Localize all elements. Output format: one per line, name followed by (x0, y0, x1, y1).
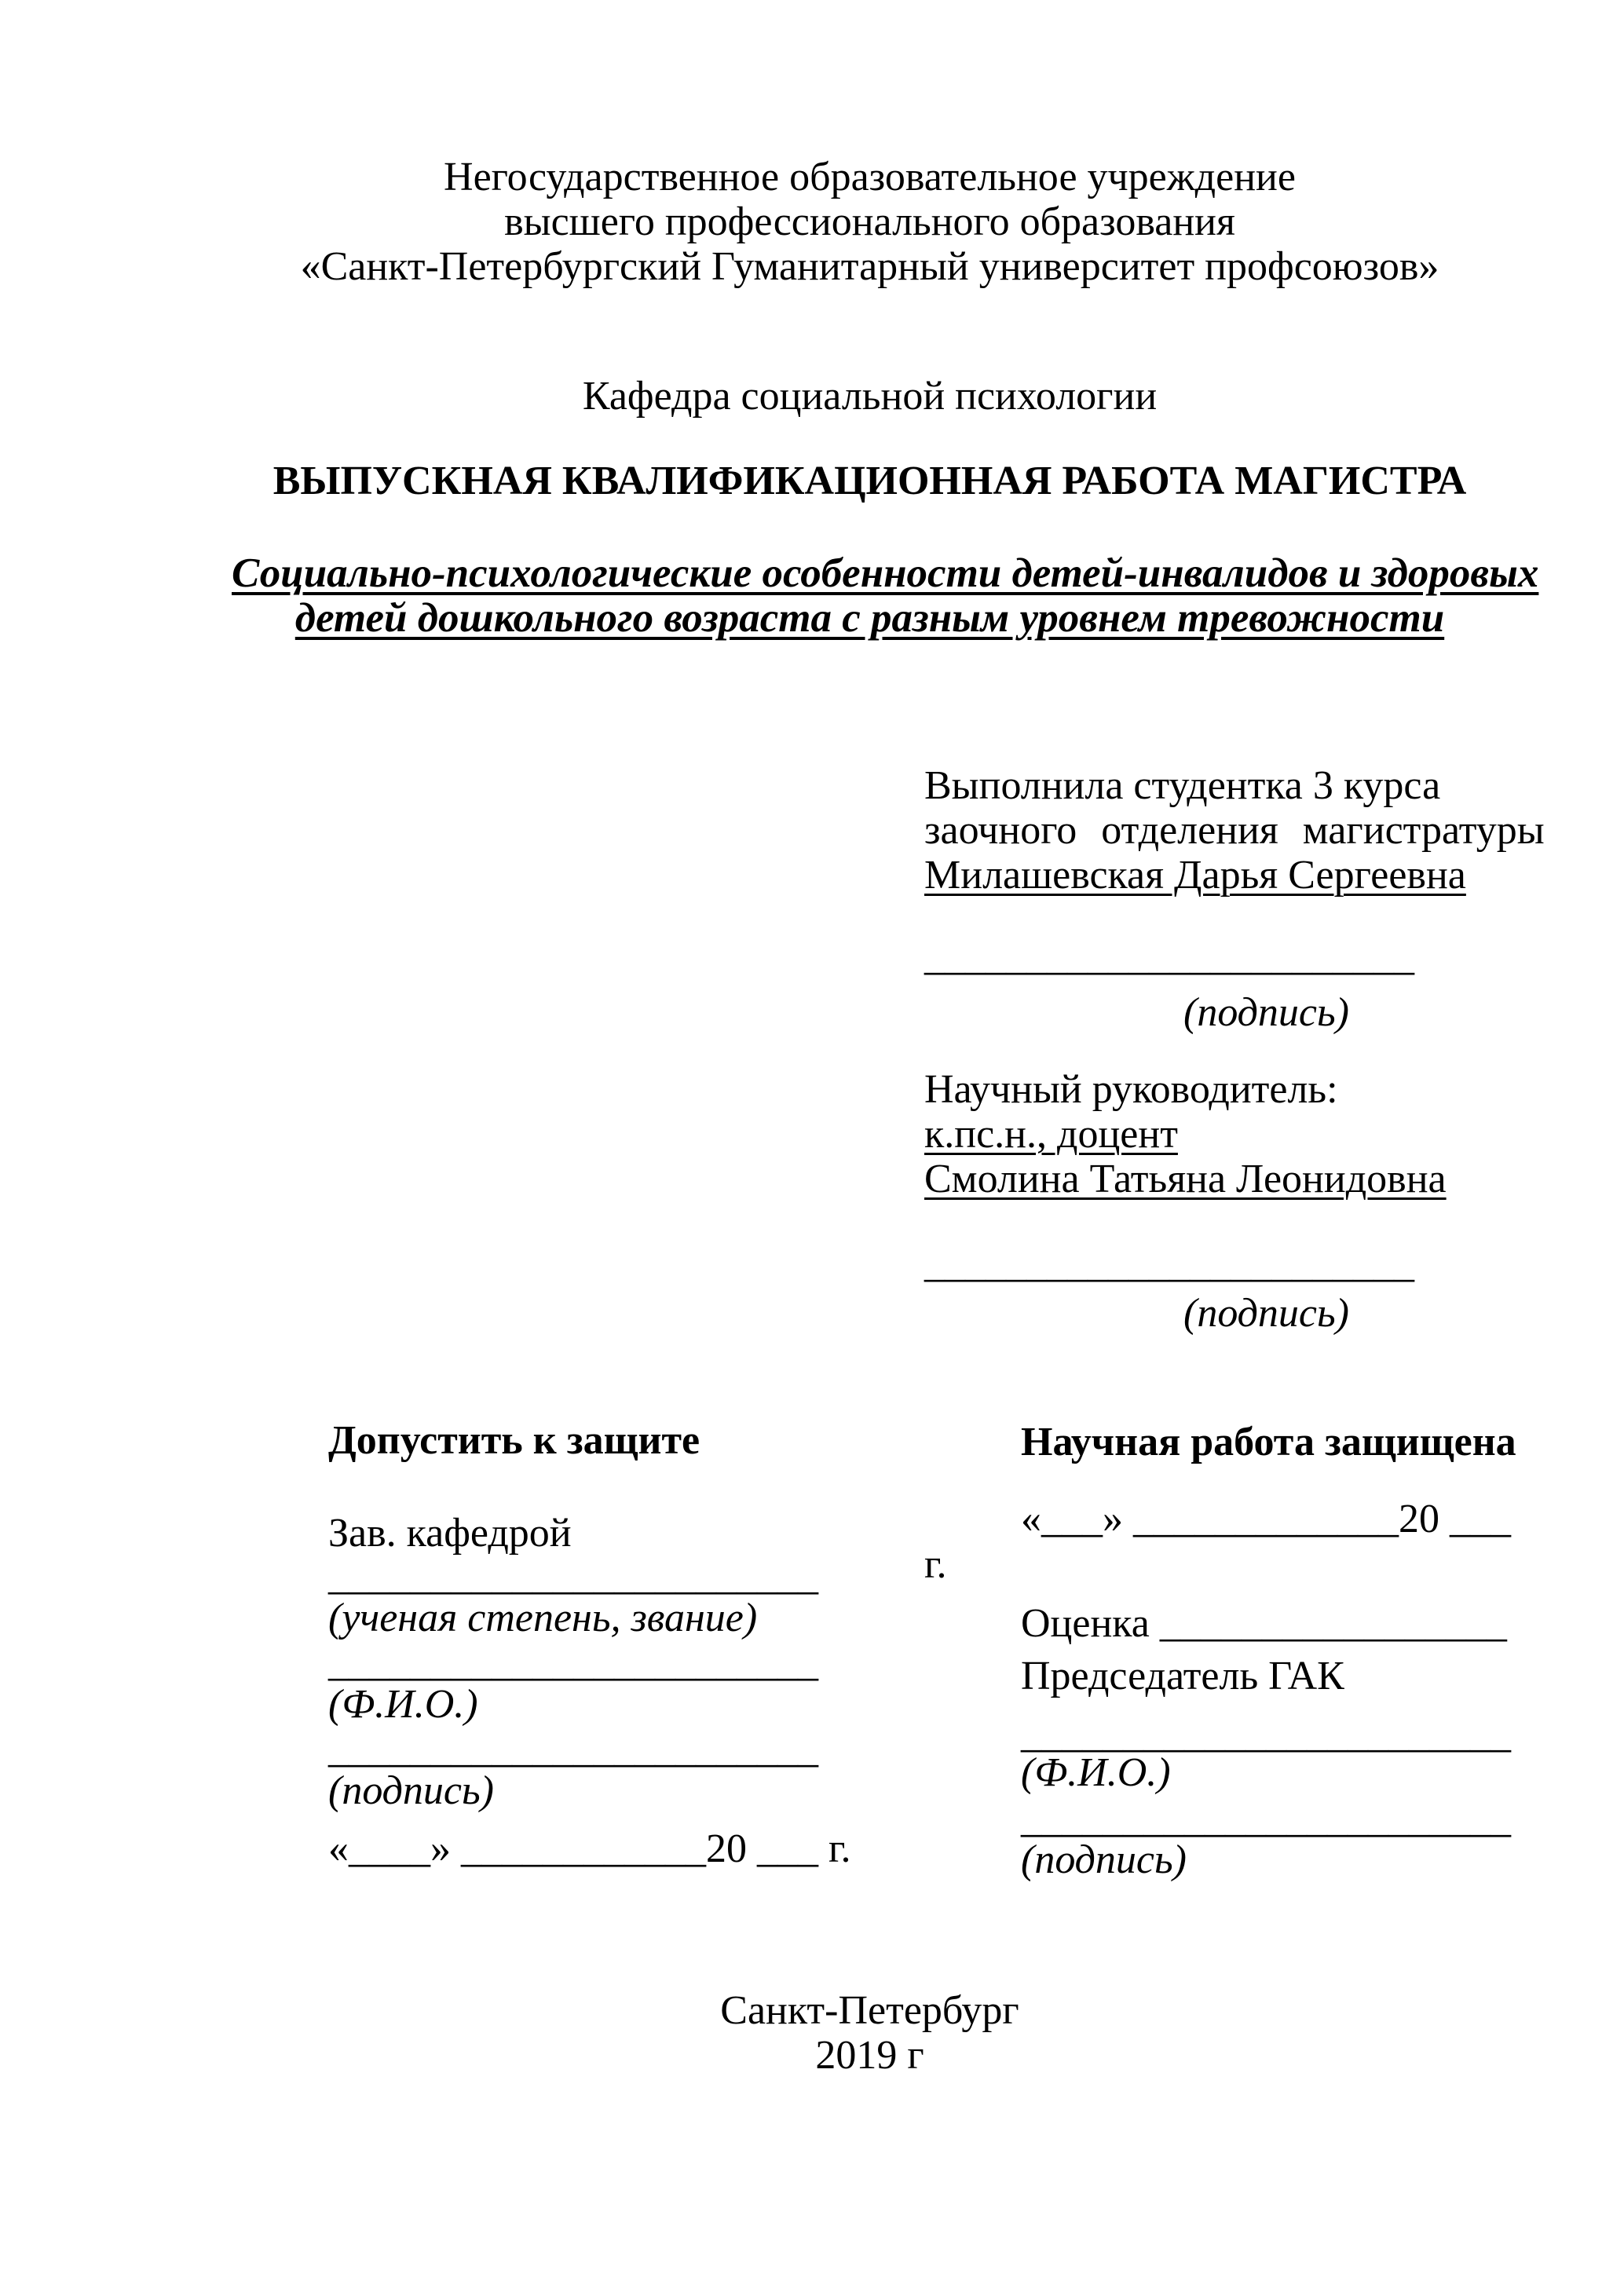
university-name-line-2: высшего профессионального образования (504, 199, 1235, 244)
defense-blank-line-1: ________________________ (1021, 1712, 1511, 1757)
admission-caption-signature: (подпись) (328, 1768, 494, 1813)
defense-grade-line: Оценка _________________ (1021, 1601, 1507, 1646)
work-type-heading: ВЫПУСКНАЯ КВАЛИФИКАЦИОННАЯ РАБОТА МАГИСТРА (272, 459, 1467, 503)
supervisor-degree: к.пс.н., доцент (924, 1112, 1178, 1157)
footer-city: Санкт-Петербург (720, 1988, 1019, 2033)
defense-caption-signature: (подпись) (1021, 1837, 1187, 1882)
university-name-line-3: «Санкт-Петербургский Гуманитарный университет профсоюзов» (300, 244, 1439, 289)
student-signature-line: ________________________ (924, 934, 1414, 979)
admission-blank-line-2: ________________________ (328, 1640, 818, 1685)
department-name: Кафедра социальной психологии (582, 374, 1158, 419)
supervisor-signature-caption: (подпись) (1183, 1291, 1349, 1336)
student-line-1: Выполнила студентка 3 курса (924, 763, 1441, 808)
defense-chair-label: Председатель ГАК (1021, 1654, 1344, 1698)
defense-header: Научная работа защищена (1021, 1420, 1516, 1464)
admission-header: Допустить к защите (328, 1418, 700, 1463)
admission-blank-line-1: ________________________ (328, 1554, 818, 1599)
student-name: Милашевская Дарья Сергеевна (924, 853, 1466, 898)
thesis-title-line-1: Социально-психологические особенности детей-инвалидов и здоровых (232, 550, 1539, 596)
defense-date-line: «___» _____________20 ___ (1021, 1497, 1511, 1541)
supervisor-name: Смолина Татьяна Леонидовна (924, 1157, 1447, 1201)
student-line-2: заочного отделения магистратуры (924, 808, 1545, 853)
university-name-line-1: Негосударственное образовательное учреждение (444, 155, 1296, 199)
admission-head-label: Зав. кафедрой (328, 1511, 572, 1556)
thesis-title-line-2: детей дошкольного возраста с разным уровнем тревожности (294, 595, 1445, 641)
footer-year: 2019 г (815, 2033, 924, 2078)
admission-caption-name: (Ф.И.О.) (328, 1682, 478, 1727)
defense-blank-line-2: ________________________ (1021, 1797, 1511, 1841)
defense-caption-name: (Ф.И.О.) (1021, 1750, 1171, 1795)
supervisor-label: Научный руководитель: (924, 1067, 1338, 1112)
supervisor-signature-line: ________________________ (924, 1241, 1414, 1286)
student-signature-caption: (подпись) (1183, 990, 1349, 1035)
admission-date-line: «____» ____________20 ___ г. (328, 1826, 851, 1871)
defense-date-wrap: г. (924, 1542, 947, 1587)
admission-caption-degree: (ученая степень, звание) (328, 1596, 758, 1640)
admission-blank-line-3: ________________________ (328, 1727, 818, 1771)
